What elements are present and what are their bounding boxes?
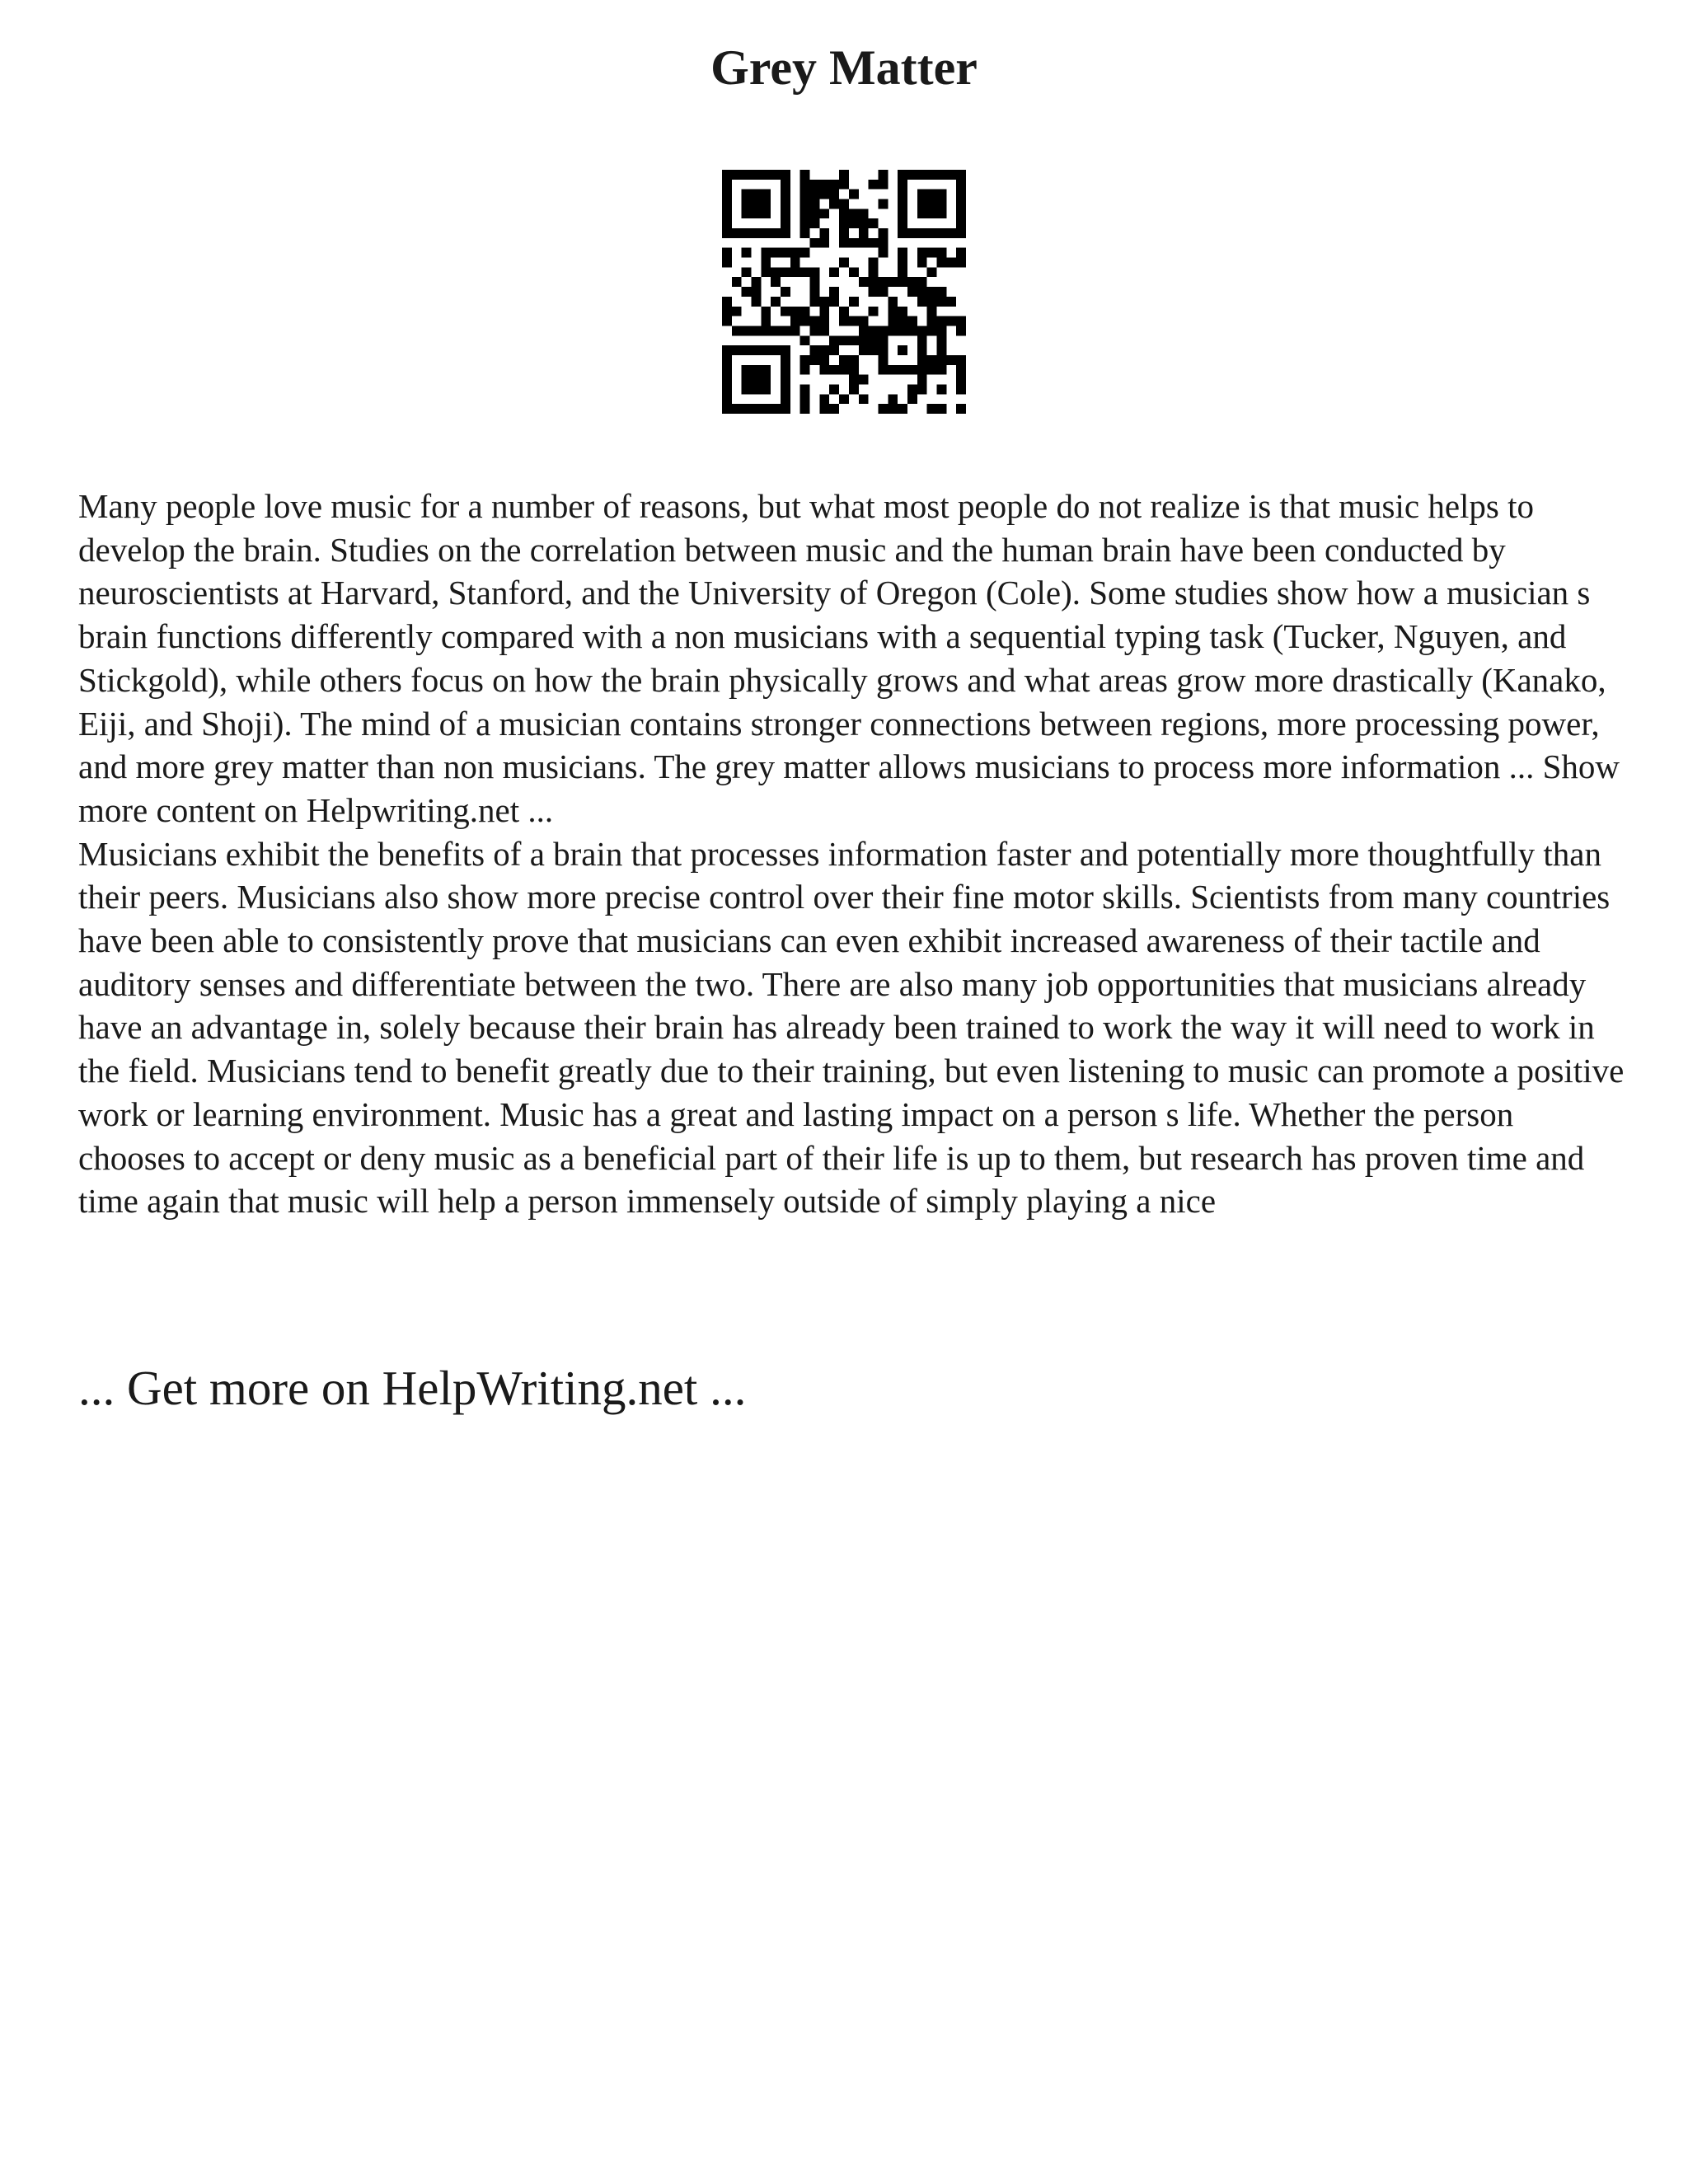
paragraph: Many people love music for a number of reasons, but what most people do not realize is that music helps to develop the brain. Studies on the correlation between music and the human brain have been conducted by neuroscientists at Harvard, Stanford, and the University of Oregon (Cole). Some studies show how a musician s brain functions differently compared with a non musicians with a sequential typing task (Tucker, Nguyen, and Stickgold), while others focus on how the brain physically grows and what areas grow more drastically (Kanako, Eiji, and Shoji). The mind of a musician contains stronger connections between regions, more processing power, and more grey matter than non musicians. The grey matter allows musicians to process more information ... Show more content on Helpwriting.net ...	[78, 487, 1620, 829]
get-more-link[interactable]: ... Get more on HelpWriting.net ...	[78, 1361, 747, 1415]
page-title: Grey Matter	[710, 40, 978, 95]
paragraph: Musicians exhibit the benefits of a brain that processes information faster and potentially more thoughtfully than their peers. Musicians also show more precise control over their fine motor skills. Scientists from many countries have been able to consistently prove that musicians can even exhibit increased awareness of their tactile and auditory senses and differentiate between the two. There are also many job opportunities that musicians already have an advantage in, solely because their brain has already been trained to work the way it will need to work in the field. Musicians tend to benefit greatly due to their training, but even listening to music can promote a positive work or learning environment. Music has a great and lasting impact on a person s life. Whether the person chooses to accept or deny music as a beneficial part of their life is up to them, but research has proven time and time again that music will help a person immensely outside of simply playing a nice	[78, 834, 1625, 1221]
qr-code-icon	[722, 170, 966, 414]
article-body	[78, 485, 1628, 1223]
